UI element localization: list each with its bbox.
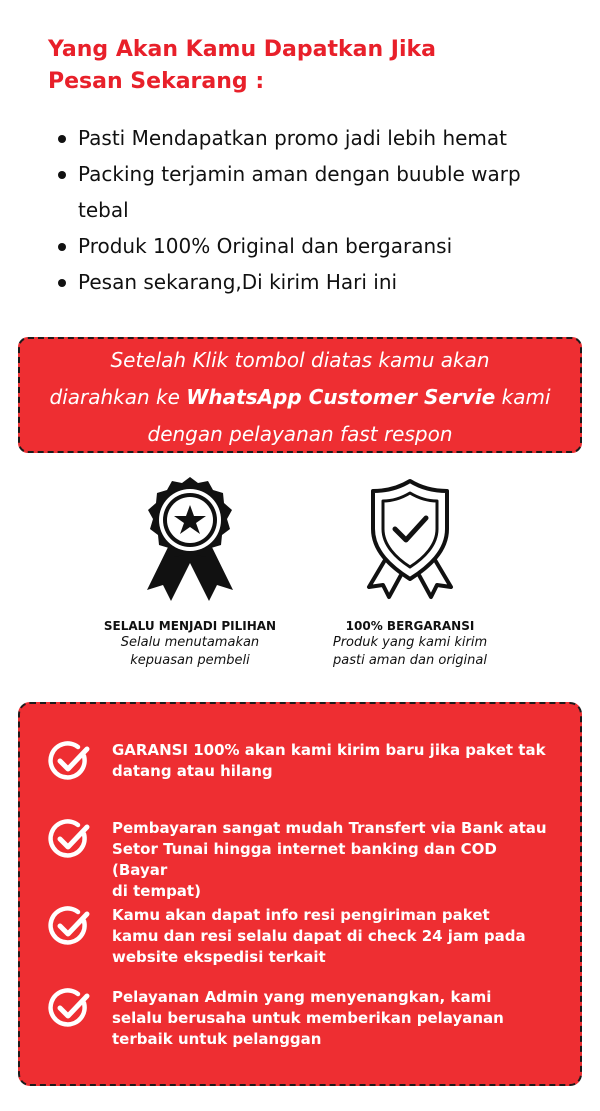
check-circle-icon	[48, 905, 92, 949]
feature-desc-line-1: Produk yang kami kirim	[332, 635, 488, 650]
benefit-item	[56, 228, 576, 264]
bullet-icon	[58, 135, 66, 143]
feature-bergaransi	[290, 475, 530, 669]
check-circle-icon	[48, 740, 92, 784]
bullet-icon	[58, 243, 66, 251]
check-circle-icon	[48, 987, 92, 1031]
heading-line-2: Pesan Sekarang :	[48, 69, 265, 94]
feature-selalu-pilihan	[70, 475, 310, 669]
bullet-icon	[58, 171, 66, 179]
whatsapp-cs-label: WhatsApp Customer Servie	[186, 385, 496, 409]
benefit-item	[56, 156, 528, 228]
check-circle-icon	[48, 818, 92, 862]
benefit-text: Packing terjamin aman dengan buuble warp tebal	[78, 162, 521, 222]
feature-badges	[0, 475, 600, 675]
guarantee-text: GARANSI 100% akan kami kirim baru jika paket tak datang atau hilang	[112, 741, 546, 780]
guarantee-text: Pembayaran sangat mudah Transfert via Bank atau Setor Tunai hingga internet banking dan COD (Bayar di tempat)	[112, 819, 547, 900]
whatsapp-notice-box	[18, 337, 582, 453]
guarantee-text: Kamu akan dapat info resi pengiriman paket kamu dan resi selalu dapat di check 24 jam pada website ekspedisi terkait	[112, 906, 526, 966]
guarantee-panel	[18, 702, 582, 1086]
benefit-item	[56, 120, 576, 156]
award-ribbon-icon	[135, 475, 245, 605]
notice-line-1: Setelah Klik tombol diatas kamu akan	[110, 348, 490, 372]
benefit-text: Produk 100% Original dan bergaransi	[78, 234, 453, 258]
feature-title: SELALU MENJADI PILIHAN	[103, 619, 277, 633]
benefit-text: Pesan sekarang,Di kirim Hari ini	[78, 270, 398, 294]
section-heading	[48, 34, 528, 98]
feature-desc-line-2: kepuasan pembeli	[130, 653, 250, 668]
bullet-icon	[58, 279, 66, 287]
heading-line-1: Yang Akan Kamu Dapatkan Jika	[48, 37, 437, 62]
benefit-text: Pasti Mendapatkan promo jadi lebih hemat	[78, 126, 508, 150]
feature-desc-line-2: pasti aman dan original	[333, 653, 487, 668]
benefit-list	[56, 120, 576, 300]
guarantee-text: Pelayanan Admin yang menyenangkan, kami selalu berusaha untuk memberikan pelayanan terbaik untuk pelanggan	[112, 988, 504, 1048]
feature-title: 100% BERGARANSI	[345, 619, 475, 633]
notice-line-3: dengan pelayanan fast respon	[147, 422, 453, 446]
feature-desc-line-1: Selalu menutamakan	[120, 635, 260, 650]
benefit-item	[56, 264, 576, 300]
notice-line-2: diarahkan ke WhatsApp Customer Servie kami	[49, 385, 551, 409]
shield-check-icon	[355, 475, 465, 605]
